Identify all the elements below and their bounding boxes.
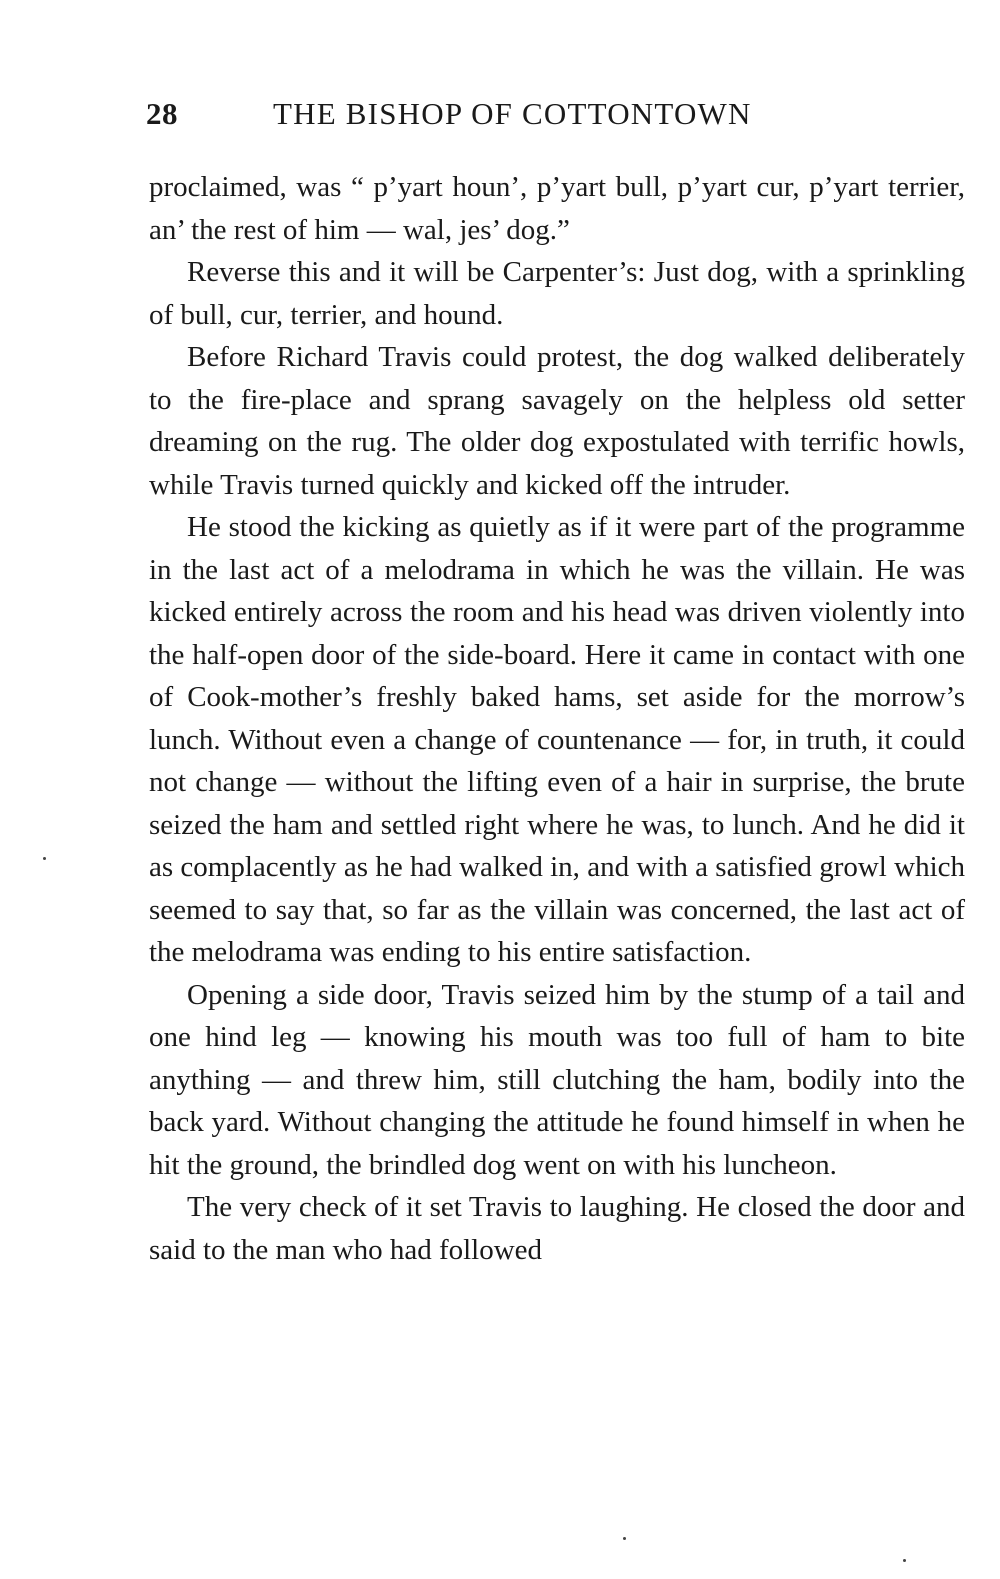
paragraph-continued: proclaimed, was “ p’yart houn’, p’yart bull, p’yart cur, p’yart terrier, an’ the rest of him — wal, jes’ dog.” xyxy=(149,171,965,246)
paragraph: Reverse this and it will be Carpenter’s: Just dog, with a sprinkling of bull, cur, terrier, and hound. xyxy=(149,256,965,331)
running-title: THE BISHOP OF COTTONTOWN xyxy=(273,96,752,131)
book-page xyxy=(146,96,965,1271)
scan-speck xyxy=(43,857,46,860)
paragraph: He stood the kicking as quietly as if it were part of the programme in the last act of a melodrama in which he was the villain. He was kicked entirely across the room and his head was driven violently into the half-open door of the side-board. Here it came in contact with one of Cook-mother’s freshly baked hams, set aside for the morrow’s lunch. Without even a change of countenance — for, in truth, it could not change — without the lifting even of a hair in surprise, the brute seized the ham and settled right where he was, to lunch. And he did it as complacently as he had walked in, and with a satisfied growl which seemed to say that, so far as the villain was concerned, the last act of the melodrama was ending to his entire satisfaction. xyxy=(149,511,965,968)
body-text xyxy=(149,166,965,1271)
running-header xyxy=(146,96,965,144)
paragraph: Opening a side door, Travis seized him by the stump of a tail and one hind leg — knowing his mouth was too full of ham to bite anything — and threw him, still clutching the ham, bodily into the back yard. Without changing the attitude he found himself in when he hit the ground, the brindled dog went on with his luncheon. xyxy=(149,978,965,1181)
paragraph: Before Richard Travis could protest, the dog walked deliberately to the fire-place and sprang savagely on the helpless old setter dreaming on the rug. The older dog expostulated with terrific howls, while Travis turned quickly and kicked off the intruder. xyxy=(149,341,965,501)
page-number: 28 xyxy=(146,96,178,131)
paragraph: The very check of it set Travis to laughing. He closed the door and said to the man who had followed xyxy=(149,1191,965,1266)
scan-speck xyxy=(623,1537,626,1540)
scan-speck xyxy=(903,1559,906,1562)
